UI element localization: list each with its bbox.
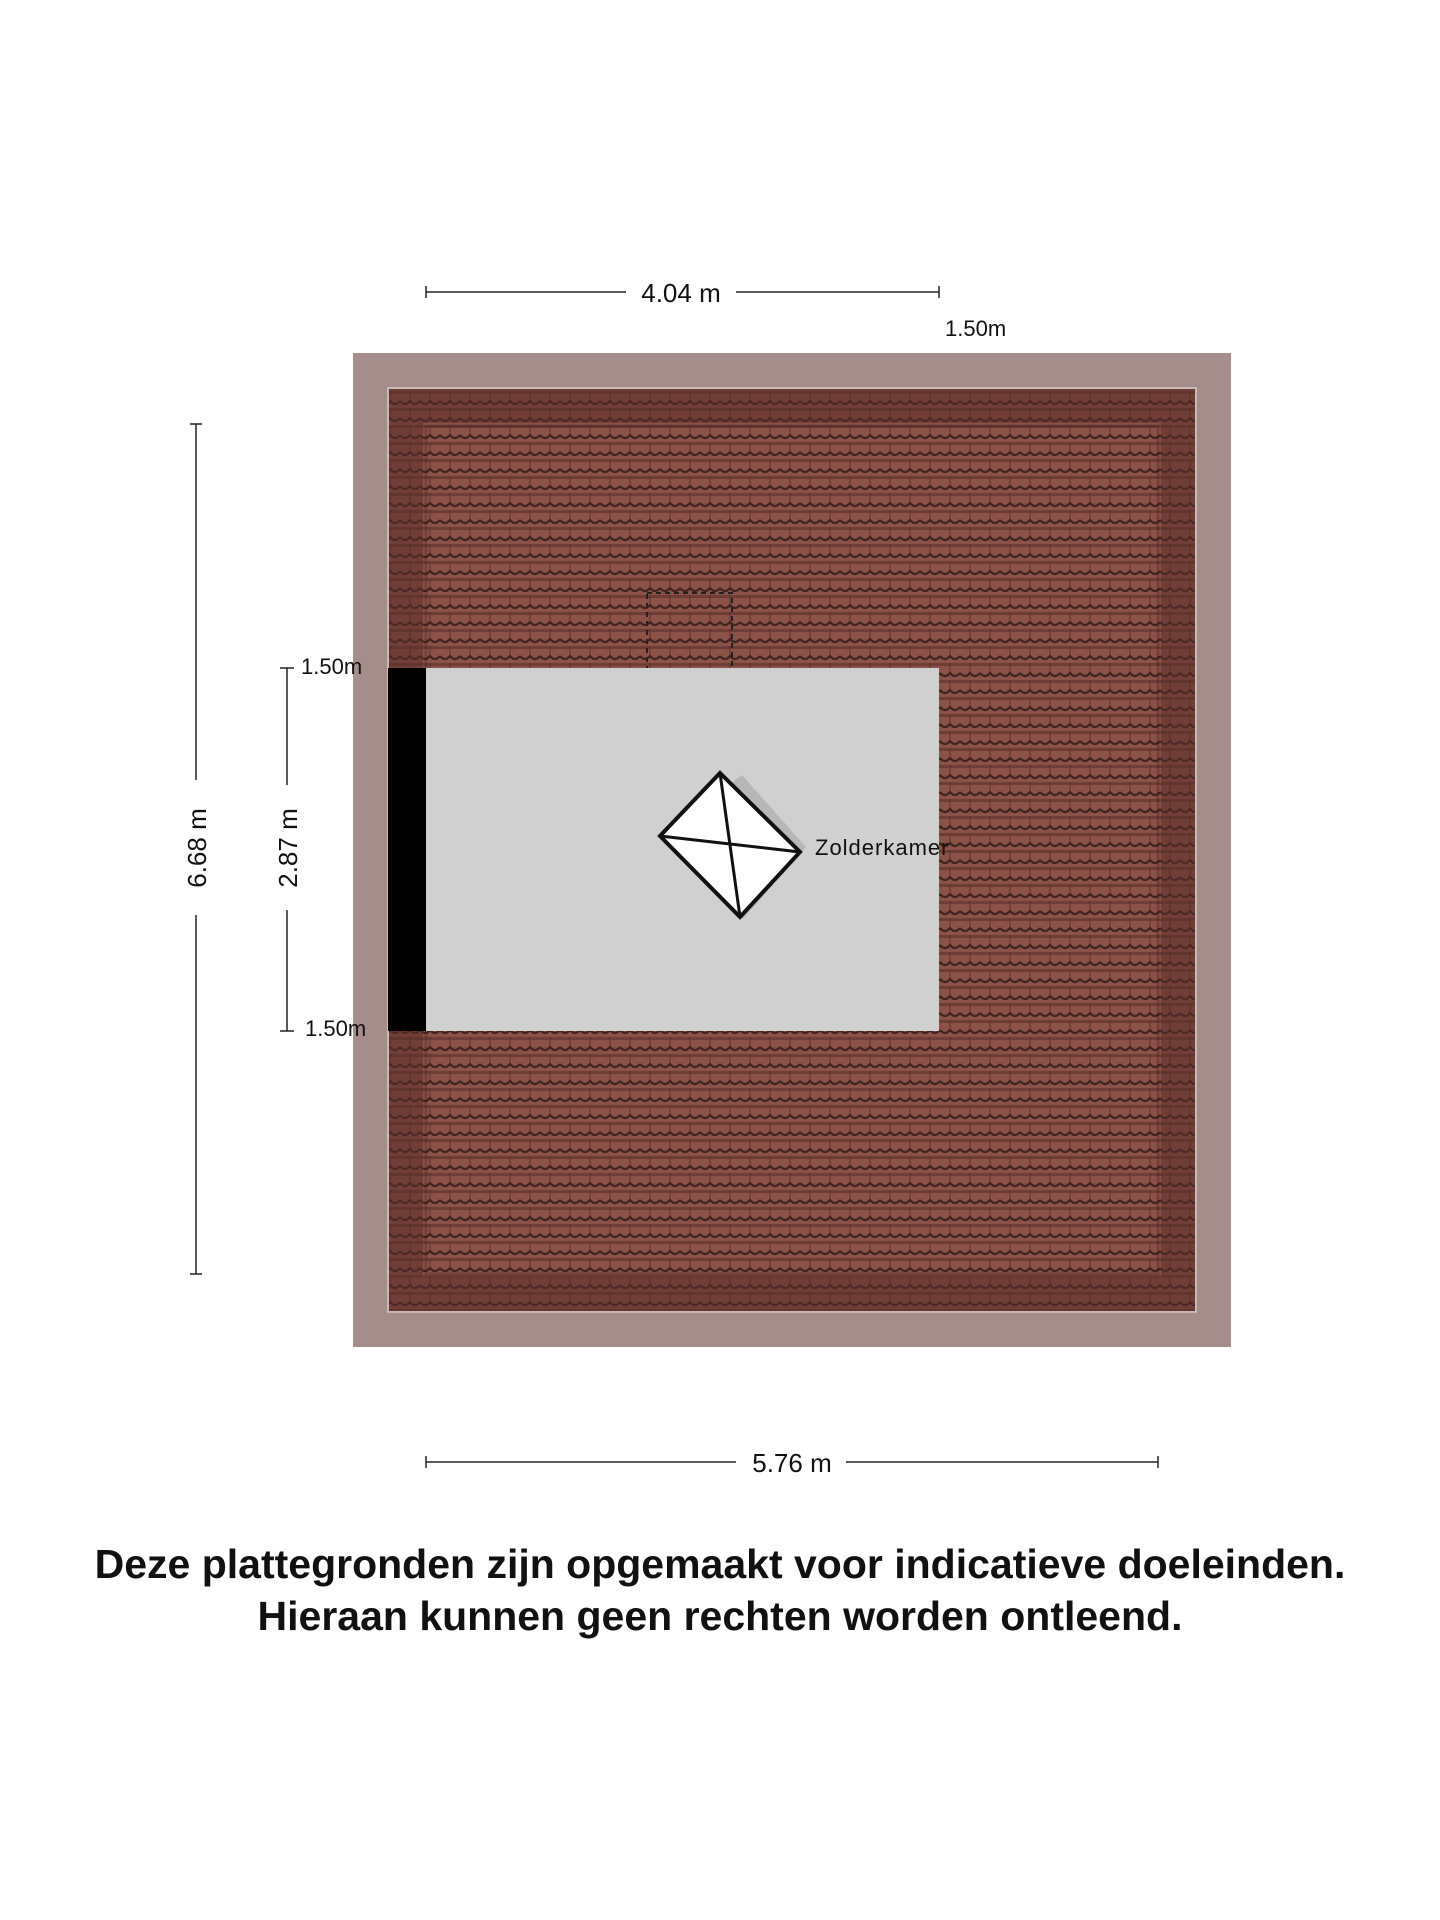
dimension-top [426, 278, 939, 308]
dimension-left-label: 6.68 m [182, 808, 212, 888]
dimension-top-label: 4.04 m [641, 278, 721, 308]
dimension-top-right-setback: 1.50m [945, 316, 1007, 341]
dimension-inner-label: 2.87 m [273, 808, 303, 888]
wall [388, 668, 426, 1031]
dimension-inner [273, 668, 303, 1031]
dimension-bottom [426, 1448, 1158, 1478]
disclaimer-line-2: Hieraan kunnen geen rechten worden ontleend. [257, 1593, 1183, 1639]
disclaimer-line-1: Deze plattegronden zijn opgemaakt voor indicatieve doeleinden. [94, 1541, 1346, 1587]
dimension-inner-top-setback: 1.50m [301, 654, 363, 679]
room-label-zolderkamer: Zolderkamer [815, 835, 950, 860]
disclaimer [0, 1538, 1440, 1642]
dimension-inner-bottom-setback: 1.50m [305, 1016, 367, 1041]
dimension-left [182, 424, 212, 1274]
dimension-bottom-label: 5.76 m [752, 1448, 832, 1478]
